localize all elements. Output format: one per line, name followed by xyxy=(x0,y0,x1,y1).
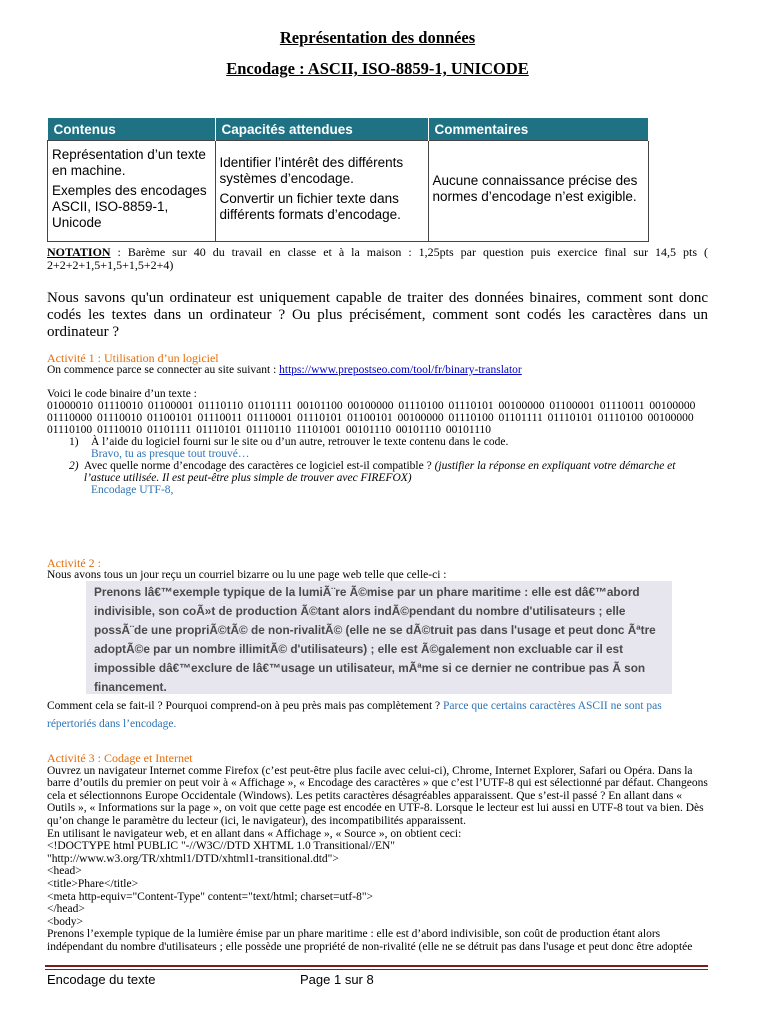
question-list xyxy=(47,436,708,496)
code-line: <meta http-equiv="Content-Type" content="text/html; charset=utf-8"> xyxy=(47,890,374,903)
page-subtitle: Encodage : ASCII, ISO-8859-1, UNICODE xyxy=(226,59,529,78)
footer-divider xyxy=(45,965,708,967)
code-line: <title>Phare</title> xyxy=(47,877,139,890)
code-line: "http://www.w3.org/TR/xhtml1/DTD/xhtml1-transitional.dtd"> xyxy=(47,852,339,865)
activity-2-section xyxy=(47,557,708,581)
code-line: </head> xyxy=(47,903,85,916)
objectives-table xyxy=(47,118,649,242)
cell-text: Convertir un fichier texte dans différents formats d’encodage. xyxy=(219,191,401,222)
activity-3-paragraph: Ouvrez un navigateur Internet comme Firefox (c’est peut-être plus facile avec celui-ci), Chrome, Internet Explorer, Safari ou Opéra. Dans la barre d’outils du premier on peut voir à « Affichage », « Encodage des caractères » que c’est l’UTF-8 qui est sélectionné par défaut. Changeons cela et sélectionnons Europe Occidentale (Windows). Les petits caractères désagréables apparaissent. Que s’est-il passé ? En allant dans « Outils », « Informations sur la page », on voit que cette page est encodée en UTF-8. Lorsque le lecteur est lui aussi en UTF-8 tout va bien. Dès qu’on change le paramètre du lecteur (ici, le navigateur), des incompatibilités apparaissent. xyxy=(47,764,708,827)
activity-2-title: Activité 2 : xyxy=(47,556,101,570)
table-header-contenus: Contenus xyxy=(48,118,216,141)
activity-3-paragraph: Prenons l’exemple typique de la lumière émise par un phare maritime : elle est d’abord indivisible, son coût de production étant alors indépendant du nombre d'utilisateurs ; elle possède une propriété de non-rivalité (elle ne se détruit pas dans l'usage et peut donc être adoptée xyxy=(47,928,693,953)
intro-paragraph: Nous savons qu'un ordinateur est uniquement capable de traiter des données binaires, comment sont donc codés les textes dans un ordinateur ? Ou plus précisément, comment sont codés les caractères dans un ordinateur ? xyxy=(47,290,708,340)
code-line: <head> xyxy=(47,865,82,878)
activity-1-intro-text: On commence parce se connecter au site suivant : xyxy=(47,364,280,376)
code-line: <body> xyxy=(47,915,83,928)
cell-text: Identifier l’intérêt des différents systèmes d’encodage. xyxy=(219,155,404,186)
binary-code: 01000010 01110010 01100001 01110110 01101111 00101100 00100000 01110100 01110101 00100000 01100001 01110011 00100000 01110000 01110010 01100101 01110011 01110001 01110101 01100101 00100000 01110100 01101111 01110101 01110100 00100000 01110100 01110010 01101111 01110101 01110110 11101001 00101110 00101110 00101110 xyxy=(47,400,696,436)
cell-text: Représentation d’un texte en machine. xyxy=(52,147,206,178)
activity-3-paragraph: En utilisant le navigateur web, et en allant dans « Affichage », « Source », on obtient ceci: xyxy=(47,827,462,840)
notation-paragraph xyxy=(47,246,708,272)
table-cell-capacites xyxy=(215,141,428,242)
answer-text: Encodage UTF-8, xyxy=(91,484,174,496)
question-number: 1) xyxy=(69,436,79,448)
garbled-text-quote: Prenons lâ€™exemple typique de la lumiÃ¨re Ã©mise par un phare maritime : elle est dâ€™abord indivisible, son coÃ»t de production Ã©tant alors indÃ©pendant du nombre d'utilisateurs ; elle possÃ¨de une propriÃ©tÃ© de non-rivalitÃ© (elle ne se dÃ©truit pas dans l'usage et peut donc Ãªtre adoptÃ©e par un nombre illimitÃ© d'utilisateurs) ; elle est Ã©galement non excluable car il est impossible dâ€™exclure de lâ€™usage un utilisateur, mÃªme si ce dernier ne contribue pas Ã son financement. xyxy=(86,581,672,694)
activity-1-section xyxy=(47,352,708,496)
list-item xyxy=(69,436,708,448)
activity-1-line xyxy=(47,364,708,376)
footer-document-name: Encodage du texte xyxy=(47,972,156,987)
table-cell-commentaires xyxy=(428,141,649,242)
activity-3-title: Activité 3 : Codage et Internet xyxy=(47,751,193,765)
notation-label: NOTATION xyxy=(47,245,111,259)
activity-2-intro: Nous avons tous un jour reçu un courriel bizarre ou lu une page web telle que celle-ci : xyxy=(47,569,447,581)
table-cell-contenus xyxy=(48,141,216,242)
code-line: <!DOCTYPE html PUBLIC "-//W3C//DTD XHTML 1.0 Transitional//EN" xyxy=(47,840,395,853)
binary-translator-link[interactable]: https://www.prepostseo.com/tool/fr/binary-translator xyxy=(279,364,522,376)
page-title: Représentation des données xyxy=(279,28,476,47)
activity-2-question xyxy=(47,697,708,733)
answer-text: Bravo, tu as presque tout trouvé… xyxy=(91,448,250,460)
question-text-main: Avec quelle norme d’encodage des caractères ce logiciel est-il compatible ? xyxy=(83,460,435,472)
activity-3-section xyxy=(47,752,708,954)
question-text xyxy=(84,460,708,484)
answer-text: Parce que certains caractères ASCII ne sont pas répertoriés dans l’encodage. xyxy=(47,700,662,730)
cell-text: Aucune connaissance précise des normes d’encodage n’est exigible. xyxy=(432,173,638,204)
notation-text: : Barème sur 40 du travail en classe et à la maison : 1,25pts par question puis exercice final sur 14,5 pts ( 2+2+2+1,5+1,5+1,5+2+4) xyxy=(47,245,708,272)
activity-1-title: Activité 1 : Utilisation d’un logiciel xyxy=(47,351,219,365)
question-text: À l’aide du logiciel fourni sur le site ou d’un autre, retrouver le texte contenu dans le code. xyxy=(91,436,509,448)
footer-divider xyxy=(45,969,708,970)
cell-text: Exemples des encodages ASCII, ISO-8859-1, Unicode xyxy=(52,183,207,230)
table-header-capacites: Capacités attendues xyxy=(215,118,428,141)
list-item xyxy=(69,460,708,484)
question-number: 2) xyxy=(69,460,79,472)
table-row xyxy=(48,141,649,242)
question-text: Comment cela se fait-il ? Pourquoi comprend-on à peu près mais pas complètement ? xyxy=(47,700,443,712)
footer-page-number: Page 1 sur 8 xyxy=(300,972,374,987)
question-hint: (justifier la réponse en expliquant votre démarche et l’astuce utilisée. Il est peut-être plus simple de trouver avec FIREFOX) xyxy=(83,460,676,484)
table-header-commentaires: Commentaires xyxy=(428,118,649,141)
table-header-row xyxy=(48,118,649,141)
binary-intro-text: Voici le code binaire d’un texte : xyxy=(47,388,197,400)
